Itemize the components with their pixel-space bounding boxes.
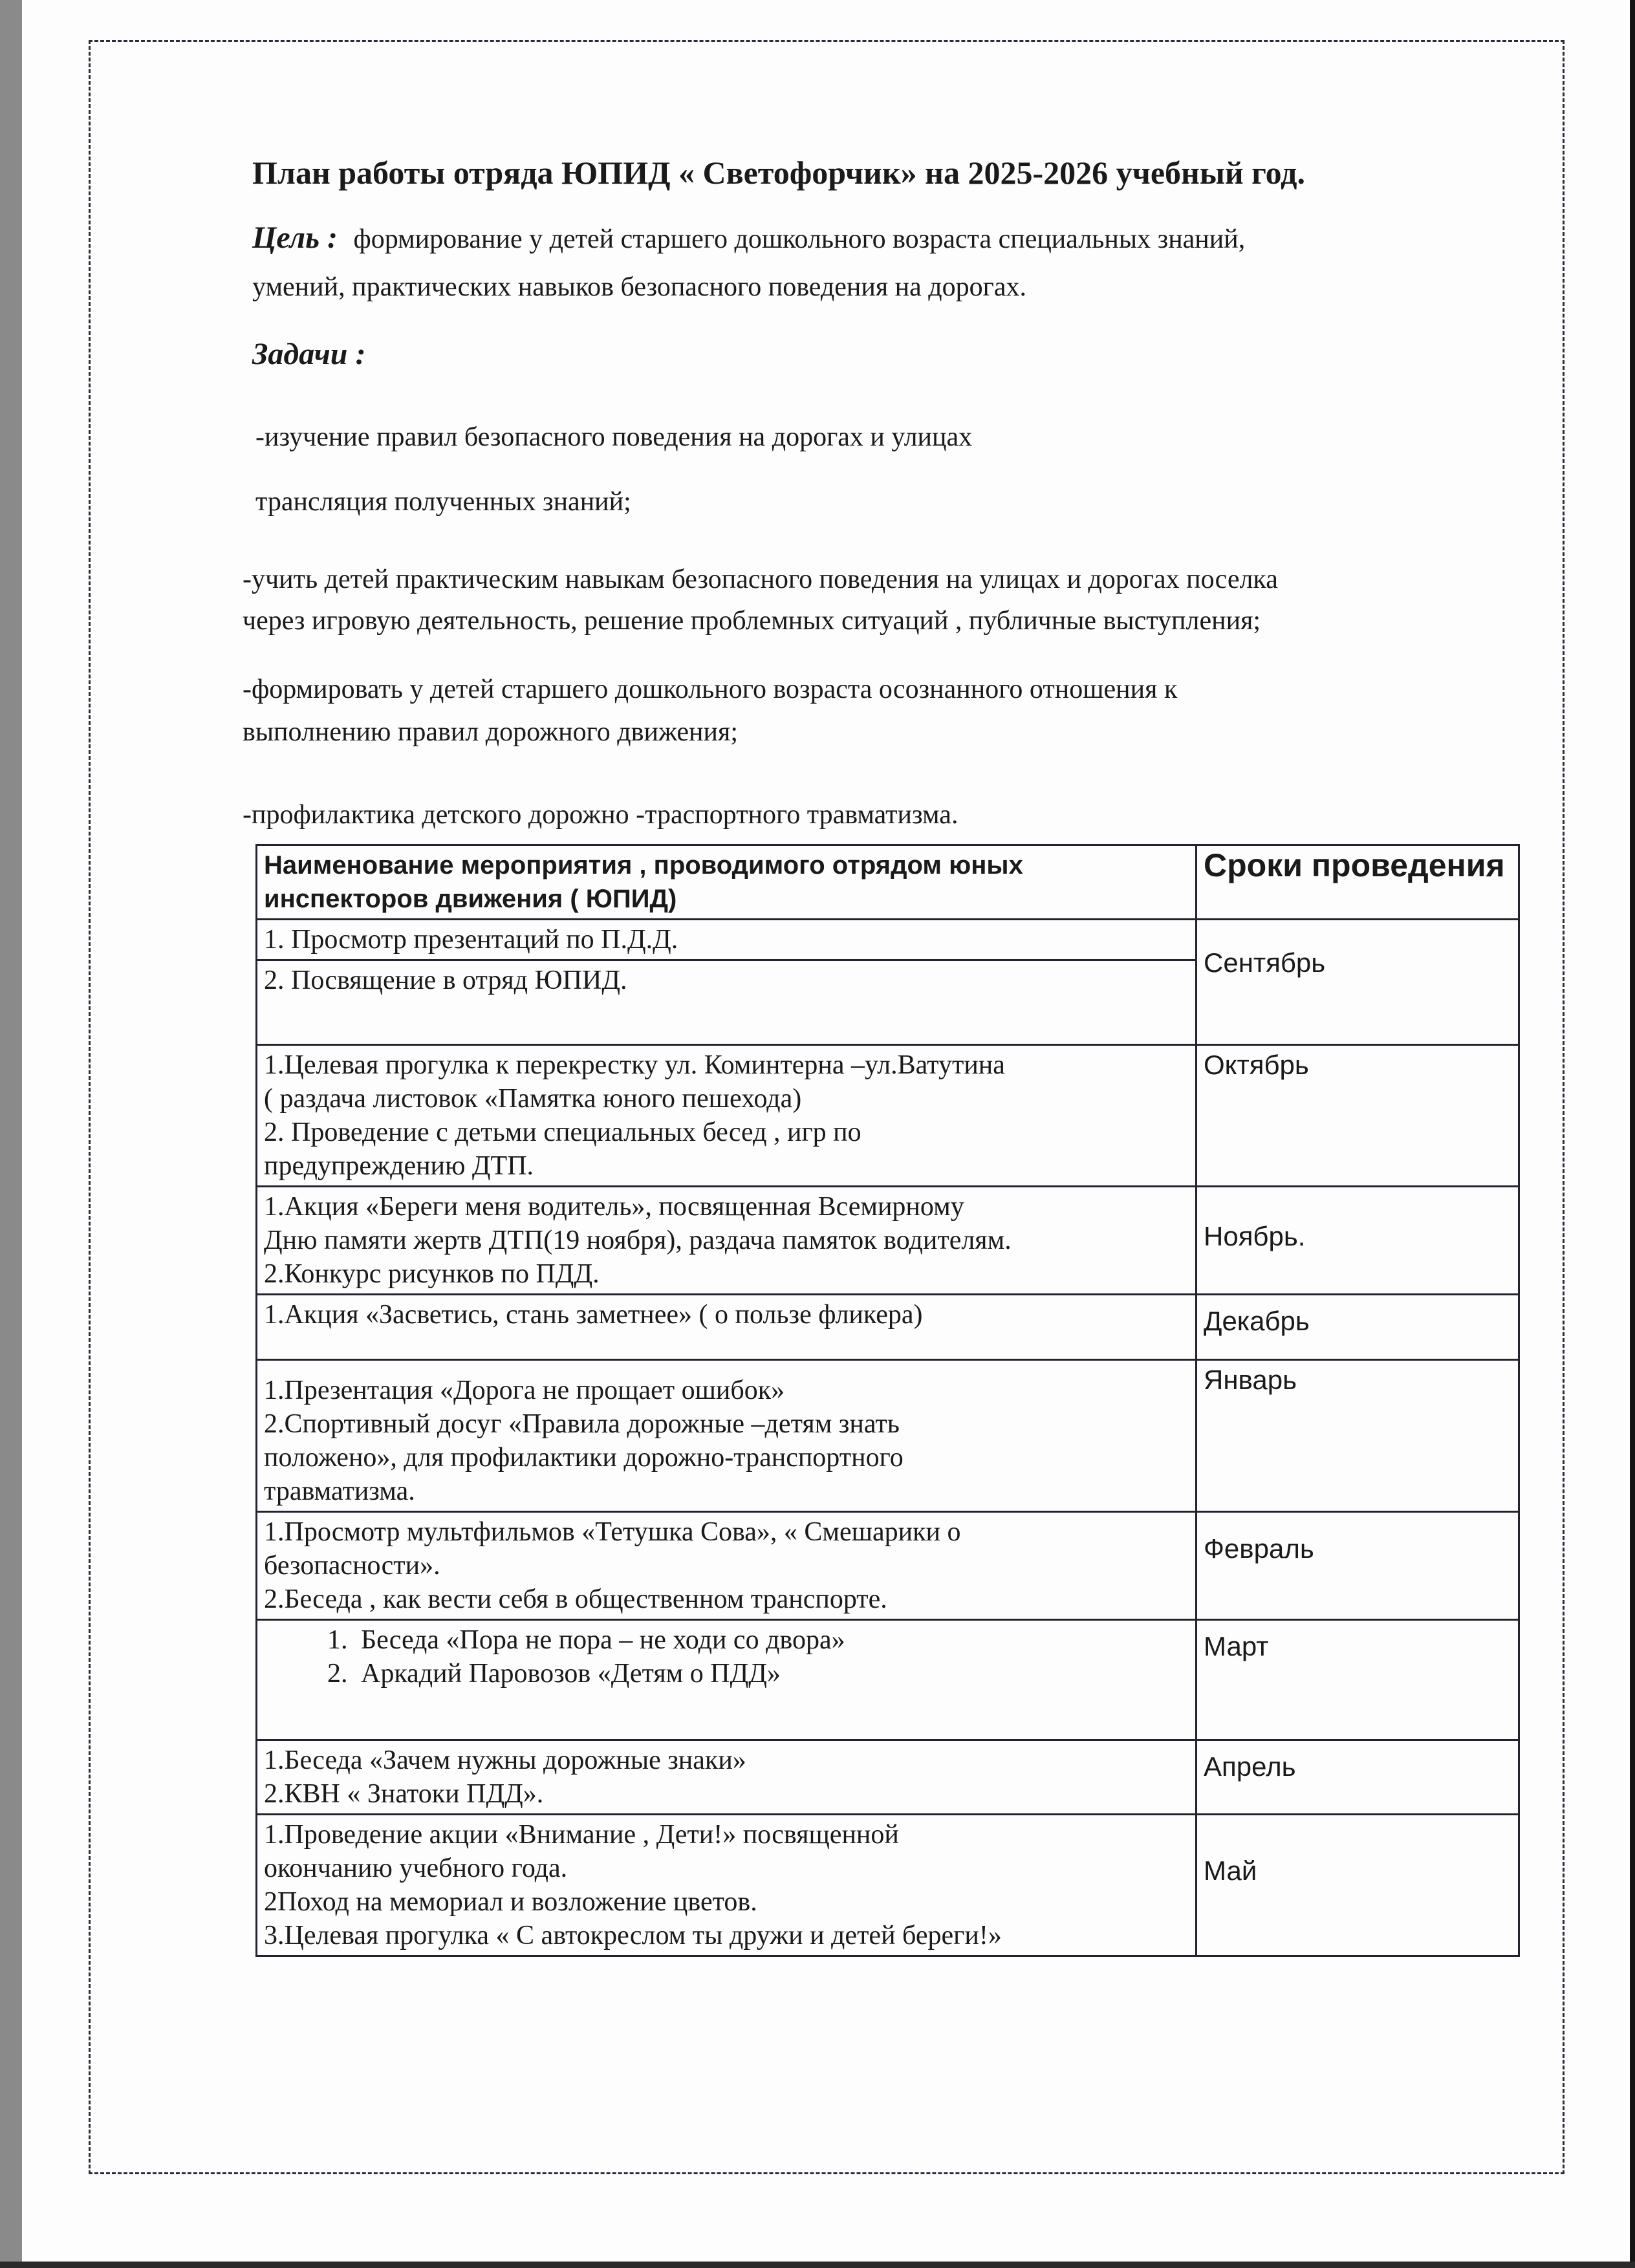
table-row bbox=[257, 920, 1519, 960]
task-4-line-1: -формировать у детей старшего дошкольного возраста осознанного отношения к bbox=[243, 675, 1178, 704]
event-line: 1.Акция «Береги меня водитель», посвященная Всемирному bbox=[264, 1192, 964, 1222]
document-title: План работы отряда ЮПИД « Светофорчик» на 2025-2026 учебный год. bbox=[252, 155, 1305, 191]
events-table bbox=[255, 844, 1520, 1957]
event-line: ( раздача листовок «Памятка юного пешехода) bbox=[264, 1084, 802, 1114]
event-line: 2.Конкурс рисунков по ПДД. bbox=[264, 1259, 600, 1289]
event-cell bbox=[257, 1360, 1196, 1512]
goal-line-1 bbox=[252, 220, 1245, 257]
event-line: 2. Посвящение в отряд ЮПИД. bbox=[264, 966, 627, 995]
event-line: 1.Презентация «Дорога не прощает ошибок» bbox=[264, 1376, 785, 1405]
header-period: Сроки проведения bbox=[1196, 845, 1519, 920]
period-cell: Декабрь bbox=[1196, 1295, 1519, 1360]
event-line: 1.Целевая прогулка к перекрестку ул. Коминтерна –ул.Ватутина bbox=[264, 1050, 1005, 1080]
period-cell: Ноябрь. bbox=[1196, 1187, 1519, 1295]
period-cell: Октябрь bbox=[1196, 1045, 1519, 1187]
period-cell: Май bbox=[1196, 1815, 1519, 1956]
event-line: безопасности». bbox=[264, 1551, 440, 1581]
event-line: 2Поход на мемориал и возложение цветов. bbox=[264, 1887, 757, 1917]
period-cell: Март bbox=[1196, 1620, 1519, 1740]
header-event-name: Наименование мероприятия , проводимого отрядом юных инспекторов движения ( ЮПИД) bbox=[257, 845, 1196, 920]
tasks-label: Задачи : bbox=[252, 337, 366, 371]
event-line: 1.Проведение акции «Внимание , Дети!» посвященной bbox=[264, 1820, 899, 1850]
event-cell bbox=[257, 1740, 1196, 1815]
table-row bbox=[257, 1512, 1519, 1620]
table-row bbox=[257, 1620, 1519, 1740]
period-cell: Февраль bbox=[1196, 1512, 1519, 1620]
table-header-row bbox=[257, 845, 1519, 920]
event-cell bbox=[257, 1620, 1196, 1740]
goal-label: Цель : bbox=[252, 221, 338, 255]
event-cell bbox=[257, 1295, 1196, 1360]
list-item: 1. Беседа «Пора не пора – не ходи со двора» bbox=[354, 1623, 1189, 1657]
period-cell: Январь bbox=[1196, 1360, 1519, 1512]
event-line: 1.Просмотр мультфильмов «Тетушка Сова», « Смешарики о bbox=[264, 1517, 961, 1547]
scan-edge-left bbox=[0, 0, 22, 2268]
event-cell bbox=[257, 1512, 1196, 1620]
table-row bbox=[257, 1815, 1519, 1956]
period-cell: Апрель bbox=[1196, 1740, 1519, 1815]
task-1: -изучение правил безопасного поведения на дорогах и улицах bbox=[255, 422, 973, 452]
event-cell bbox=[257, 920, 1196, 960]
event-line: 2.Спортивный досуг «Правила дорожные –детям знать bbox=[264, 1409, 900, 1439]
goal-text-1: формирование у детей старшего дошкольного возраста специальных знаний, bbox=[353, 224, 1246, 254]
task-2: трансляция полученных знаний; bbox=[255, 487, 631, 517]
table-row bbox=[257, 1360, 1519, 1512]
goal-text-2: умений, практических навыков безопасного поведения на дорогах. bbox=[252, 272, 1027, 302]
scan-edge-bottom bbox=[0, 2262, 1635, 2268]
task-3-line-1: -учить детей практическим навыкам безопасного поведения на улицах и дорогах поселка bbox=[243, 565, 1278, 594]
period-cell: Сентябрь bbox=[1196, 920, 1519, 1045]
event-line: окончанию учебного года. bbox=[264, 1853, 568, 1883]
event-line: 1.Акция «Засветись, стань заметнее» ( о пользе фликера) bbox=[264, 1300, 923, 1330]
event-line: 2.Беседа , как вести себя в общественном транспорте. bbox=[264, 1584, 887, 1614]
table-row bbox=[257, 1187, 1519, 1295]
table-row bbox=[257, 1045, 1519, 1187]
event-cell bbox=[257, 960, 1196, 1045]
event-line: Дню памяти жертв ДТП(19 ноября), раздача памяток водителям. bbox=[264, 1226, 1012, 1255]
event-line: травматизма. bbox=[264, 1476, 415, 1506]
event-cell bbox=[257, 1187, 1196, 1295]
table-row bbox=[257, 1740, 1519, 1815]
event-line: 2.КВН « Знатоки ПДД». bbox=[264, 1779, 544, 1809]
table-row bbox=[257, 1295, 1519, 1360]
event-line: 3.Целевая прогулка « С автокреслом ты дружи и детей береги!» bbox=[264, 1921, 1002, 1950]
task-4-line-2: выполнению правил дорожного движения; bbox=[243, 717, 738, 747]
event-line: положено», для профилактики дорожно-транспортного bbox=[264, 1443, 904, 1473]
march-list bbox=[264, 1623, 1189, 1690]
event-line: 1.Беседа «Зачем нужны дорожные знаки» bbox=[264, 1745, 746, 1775]
event-line: 1. Просмотр презентаций по П.Д.Д. bbox=[264, 925, 678, 955]
task-5: -профилактика детского дорожно -траспортного травматизма. bbox=[243, 800, 958, 830]
list-item: 2. Аркадий Паровозов «Детям о ПДД» bbox=[354, 1657, 1189, 1690]
event-cell bbox=[257, 1045, 1196, 1187]
event-cell bbox=[257, 1815, 1196, 1956]
event-line: предупреждению ДТП. bbox=[264, 1151, 534, 1181]
scan-edge-right bbox=[1630, 0, 1635, 2268]
event-line: 2. Проведение с детьми специальных бесед , игр по bbox=[264, 1118, 861, 1147]
task-3-line-2: через игровую деятельность, решение проблемных ситуаций , публичные выступления; bbox=[243, 606, 1261, 636]
